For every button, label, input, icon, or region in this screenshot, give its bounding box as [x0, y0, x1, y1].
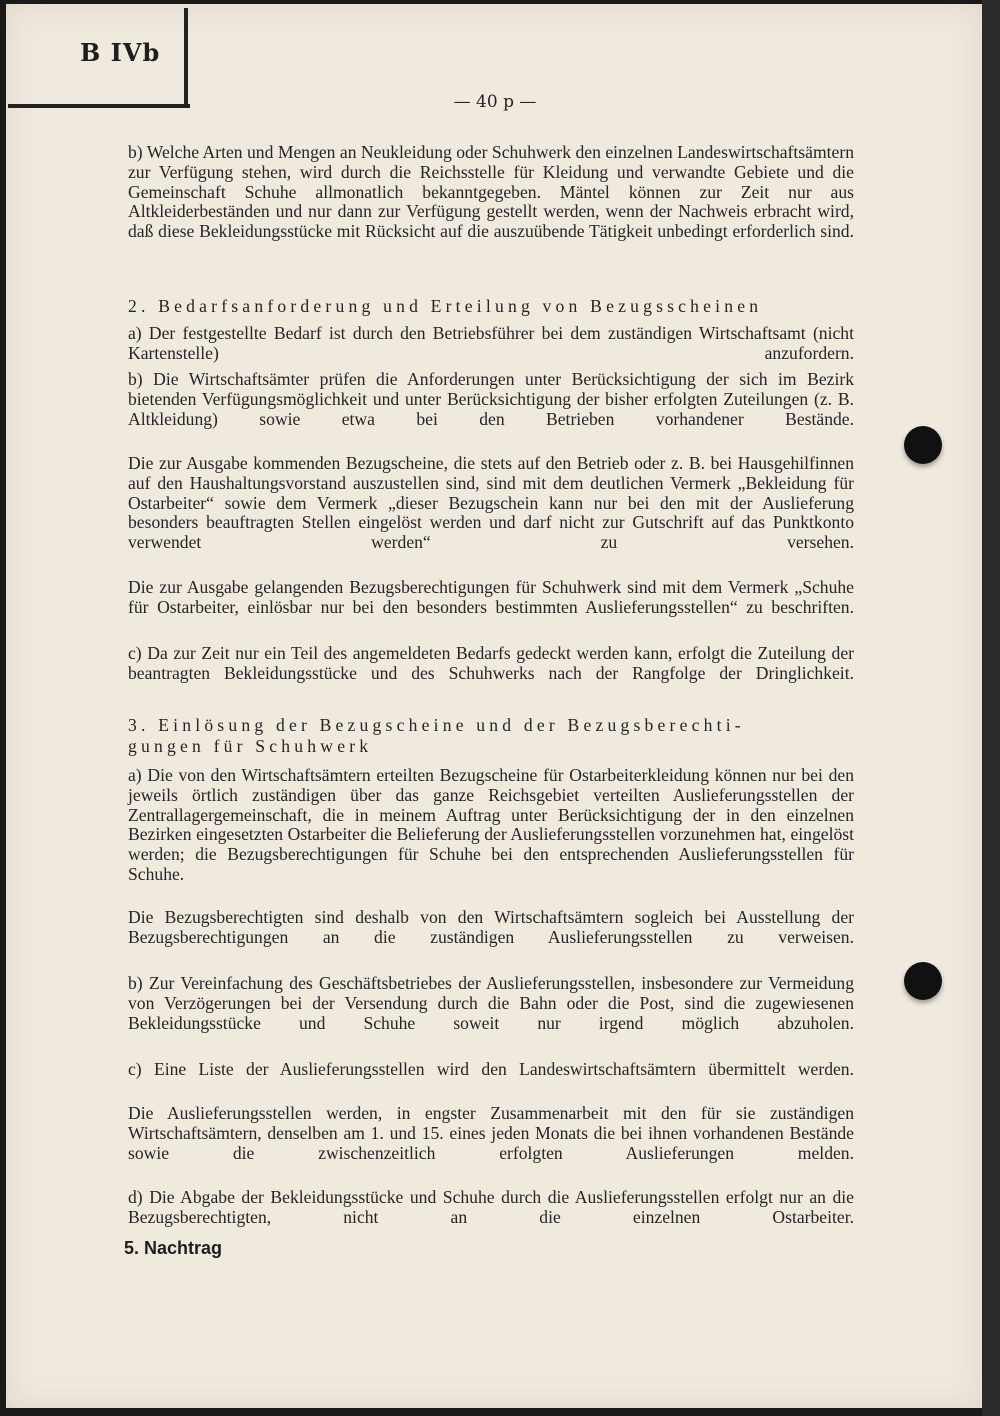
paragraph-2b-continued: Die zur Ausgabe kommenden Bezugscheine, die stets auf den Betrieb oder z. B. bei Hausgehilfinnen auf den Haushaltungsvorstand auszustellen sind, sind mit dem deutlichen Vermerk „Bekleidung für Ostarbeiter“ sowie dem Vermerk „dieser Bezugschein kann nur bei den mit der Auslieferung besonders beauftragten Stellen eingelöst werden und darf nicht zur Gutschrift auf das Punktkonto verwendet werden“ zu versehen. [128, 453, 854, 553]
scan-border [982, 0, 1000, 1416]
paragraph-2b: b) Die Wirtschaftsämter prüfen die Anforderungen unter Berücksichtigung der sich im Bezirk bietenden Verfügungsmöglichkeit und unter Berücksichtigung der bisher erfolgten Zuteilungen (z. B. Altkleidung) sowie etwa bei den Betrieben vorhandener Bestände. [128, 369, 854, 429]
paragraph-3d: d) Die Abgabe der Bekleidungsstücke und Schuhe durch die Auslieferungsstellen erfolgt nur an die Bezugsberechtigten, nicht an die einzelnen Ostarbeiter. [128, 1187, 854, 1227]
section-heading-3-continued: gungen für Schuhwerk [128, 736, 373, 756]
paragraph-3c: c) Eine Liste der Auslieferungsstellen wird den Landeswirtschaftsämtern übermittelt werden. [128, 1059, 854, 1079]
section-heading-2: 2. Bedarfsanforderung und Erteilung von Bezugsscheinen [128, 296, 763, 316]
page-number: — 40 p — [453, 92, 537, 112]
corner-box-vertical-line [184, 8, 188, 108]
paragraph-3b: b) Zur Vereinfachung des Geschäftsbetriebes der Auslieferungsstellen, insbesondere zur Vermeidung von Verzögerungen bei der Versendung durch die Bahn oder die Post, sind die zugewiesenen Bekleidungsstücke und Schuhe soweit nur irgend möglich abzuholen. [128, 973, 854, 1033]
paragraph-2a: a) Der festgestellte Bedarf ist durch den Betriebsführer bei dem zuständigen Wirtschaftsamt (nicht Kartenstelle) anzufordern. [128, 323, 854, 363]
corner-box-horizontal-line [8, 104, 190, 108]
section-label: B IVb [80, 38, 161, 67]
paragraph-3a: a) Die von den Wirtschaftsämtern erteilten Bezugscheine für Ostarbeiterkleidung können nur bei den jeweils örtlich zuständigen über das ganze Reichsgebiet verteilten Auslieferungsstellen der Zentrallagergemeinschaft, die in meinem Auftrag unter Berücksichtigung der in den einzelnen Bezirken eingesetzten Ostarbeiter die Belieferung der Auslieferungsstellen vorzunehmen hat, eingelöst werden; die Bezugsberechtigungen für Schuhe bei den entsprechenden Auslieferungsstellen für Schuhe. [128, 765, 854, 884]
punch-hole [904, 962, 942, 1000]
punch-hole [904, 426, 942, 464]
paragraph-2b-shoes: Die zur Ausgabe gelangenden Bezugsberechtigungen für Schuhwerk sind mit dem Vermerk „Schuhe für Ostarbeiter, einlösbar nur bei den besonders bestimmten Auslieferungsstellen“ zu beschriften. [128, 577, 854, 617]
paragraph-3a-continued: Die Bezugsberechtigten sind deshalb von den Wirtschaftsämtern sogleich bei Ausstellung der Bezugsberechtigungen an die zuständigen Auslieferungsstellen zu verweisen. [128, 907, 854, 947]
paragraph-b: b) Welche Arten und Mengen an Neukleidung oder Schuhwerk den einzelnen Landeswirtschaftsämtern zur Verfügung stehen, wird durch die Reichsstelle für Kleidung und verwandte Gebiete und die Gemeinschaft Schuhe allmonatlich bekanntgegeben. Mäntel können zur Zeit nur aus Altkleiderbeständen und nur dann zur Verfügung gestellt werden, wenn der Nachweis erbracht wird, daß diese Bekleidungsstücke mit Rücksicht auf die auszuübende Tätigkeit unbedingt erforderlich sind. [128, 142, 854, 242]
section-heading-3: 3. Einlösung der Bezugscheine und der Bezugsberechti- [128, 715, 745, 735]
appendix-heading: 5. Nachtrag [124, 1238, 223, 1258]
paragraph-2c: c) Da zur Zeit nur ein Teil des angemeldeten Bedarfs gedeckt werden kann, erfolgt die Zuteilung der beantragten Bekleidungsstücke und des Schuhwerks nach der Rangfolge der Dringlichkeit. [128, 643, 854, 683]
paragraph-3c-continued: Die Auslieferungsstellen werden, in engster Zusammenarbeit mit den für sie zuständigen Wirtschaftsämtern, denselben am 1. und 15. eines jeden Monats die bei ihnen vorhandenen Bestände sowie die zwischenzeitlich erfolgten Auslieferungen melden. [128, 1103, 854, 1163]
